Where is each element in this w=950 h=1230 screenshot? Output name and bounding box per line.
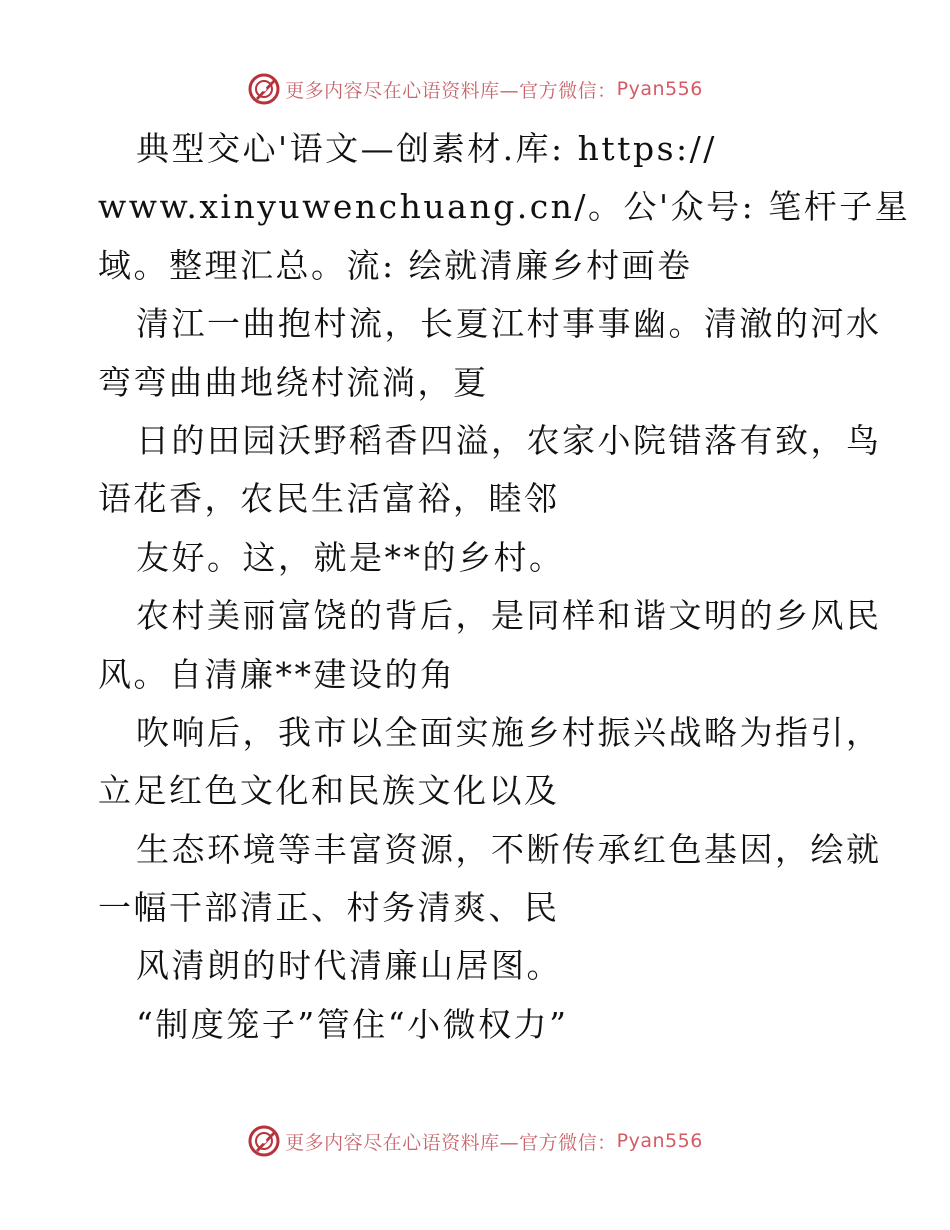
text-line: 日的田园沃野稻香四溢，农家小院错落有致，鸟 [136, 420, 882, 460]
text-line: www.xinyuwenchuang.cn/。公'众号: 笔杆子星 [98, 187, 911, 227]
text-line: 域。整理汇总。流: 绘就清廉乡村画卷 [98, 245, 693, 285]
banner-wechat-id: Pyan556 [616, 1130, 703, 1152]
banner-text: 更多内容尽在心语资料库—官方微信： [285, 79, 617, 102]
text-line: 清江一曲抱村流，长夏江村事事幽。清澈的河水 [136, 304, 882, 344]
document-body [98, 120, 911, 1054]
text-line: 语花香，农民生活富裕，睦邻 [98, 479, 560, 519]
logo-icon [247, 72, 281, 106]
logo-icon [247, 1124, 281, 1158]
text-line: 友好。这，就是**的乡村。 [136, 537, 565, 577]
text-line: 生态环境等丰富资源，不断传承红色基因，绘就 [136, 829, 882, 869]
header-banner [0, 72, 950, 106]
text-line: 吹响后，我市以全面实施乡村振兴战略为指引， [136, 712, 882, 752]
banner-wechat-id: Pyan556 [616, 78, 703, 100]
text-line: “制度笼子”管住“小微权力” [136, 1004, 569, 1044]
text-line: 立足红色文化和民族文化以及 [98, 771, 560, 811]
banner-text: 更多内容尽在心语资料库—官方微信： [285, 1131, 617, 1154]
text-line: 一幅干部清正、村务清爽、民 [98, 888, 560, 928]
text-line: 典型交心'语文—创素材.库: https:// [136, 129, 717, 168]
text-line: 弯弯曲曲地绕村流淌，夏 [98, 362, 489, 402]
text-line: 风。自清廉**建设的角 [98, 654, 456, 694]
text-line: 风清朗的时代清廉山居图。 [136, 946, 562, 986]
footer-banner [0, 1124, 950, 1158]
text-line: 农村美丽富饶的背后，是同样和谐文明的乡风民 [136, 596, 882, 636]
